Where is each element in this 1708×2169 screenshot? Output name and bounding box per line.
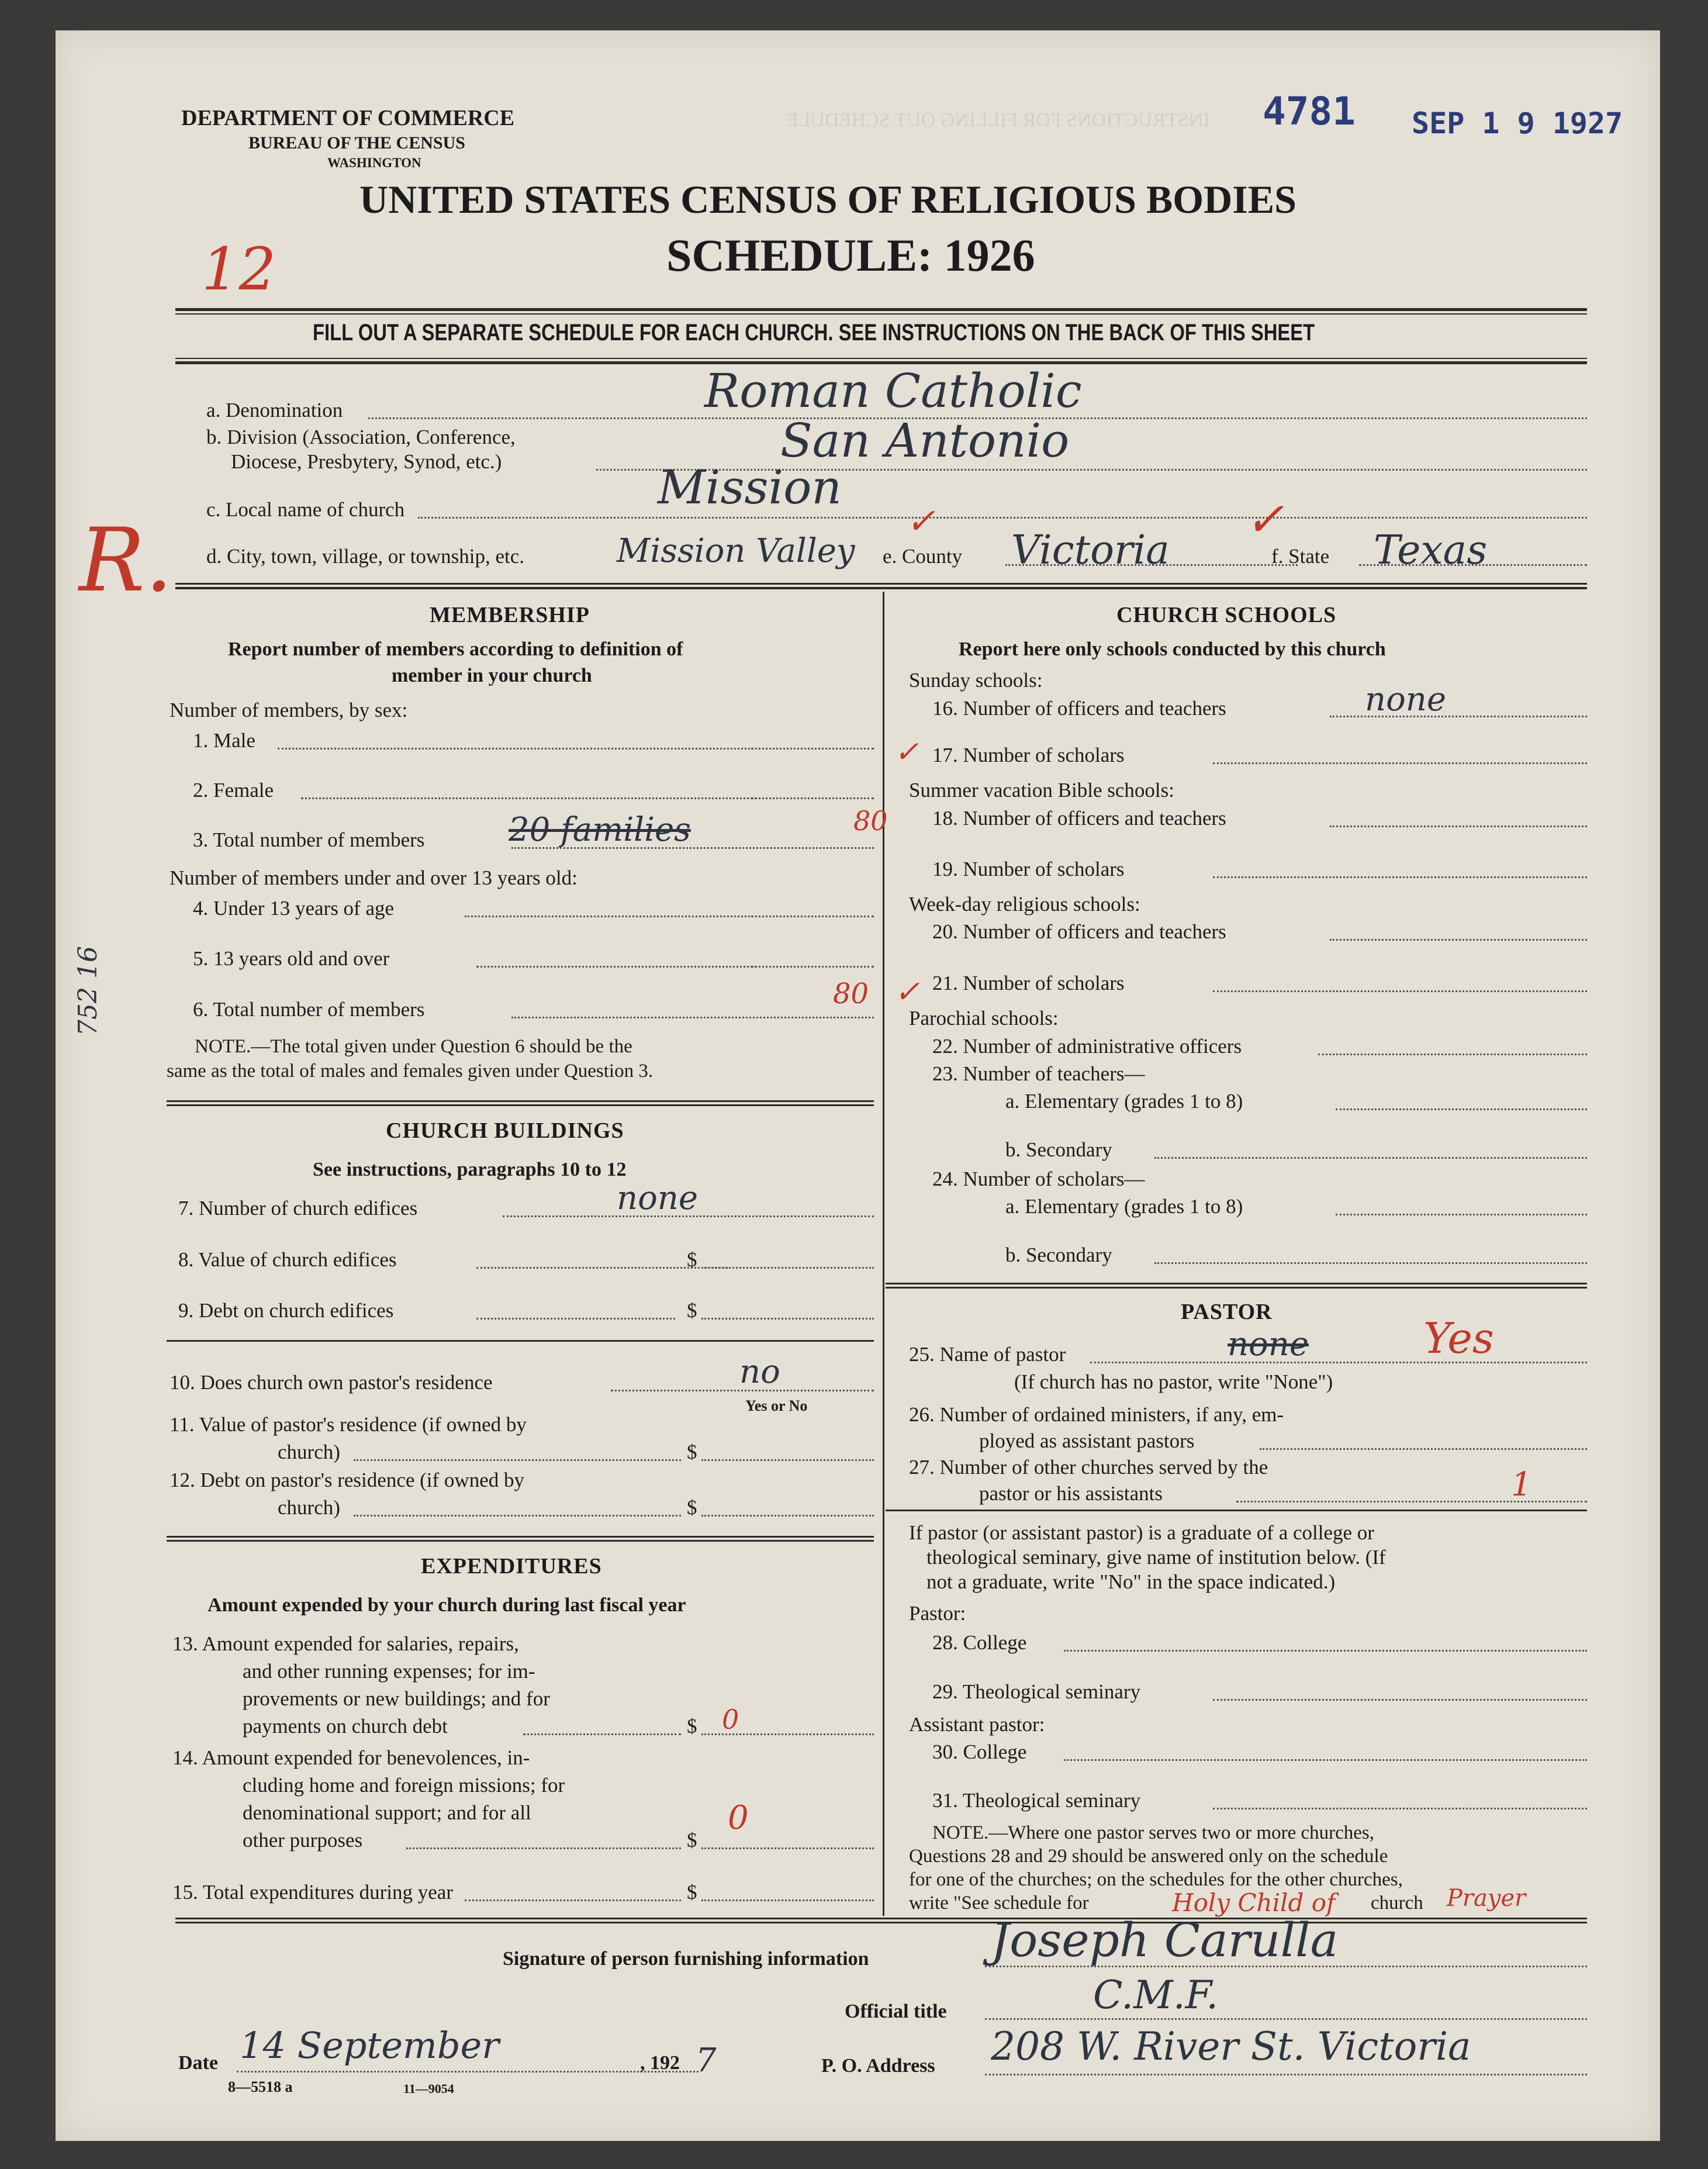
- q12-dollar-sign: $: [687, 1496, 697, 1519]
- official-title-line: [985, 2018, 1587, 2020]
- q3-red-correction: 80: [853, 805, 888, 837]
- official-title-value[interactable]: C.M.F.: [1093, 1973, 1219, 2018]
- q27-label-line1: 27. Number of other churches served by the: [909, 1456, 1268, 1479]
- q18-label: 18. Number of officers and teachers: [932, 807, 1226, 830]
- q23b-label: b. Secondary: [1005, 1138, 1112, 1161]
- q9-dollar-sign: $: [687, 1299, 697, 1322]
- rule: [167, 1100, 874, 1102]
- form-title: UNITED STATES CENSUS OF RELIGIOUS BODIES: [359, 177, 1296, 222]
- q30-label: 30. College: [932, 1740, 1027, 1763]
- po-address-value[interactable]: 208 W. River St. Victoria: [991, 2024, 1471, 2069]
- membership-intro-line2: member in your church: [392, 665, 592, 686]
- red-margin-mark-12: 12: [202, 235, 276, 303]
- q13-label-line2: and other running expenses; for im-: [243, 1660, 535, 1683]
- q26-label-line2: ployed as assistant pastors: [979, 1429, 1195, 1452]
- red-checkmark: ✓: [894, 975, 920, 1010]
- q14-value[interactable]: 0: [728, 1799, 749, 1837]
- q31-label: 31. Theological seminary: [932, 1789, 1141, 1812]
- q25-line: [1090, 1362, 1587, 1363]
- q28-label: 28. College: [932, 1631, 1027, 1654]
- q25-label: 25. Name of pastor: [909, 1343, 1066, 1366]
- q14-label-line1: 14. Amount expended for benevolences, in-: [172, 1746, 530, 1769]
- q8-value-edifices-label: 8. Value of church edifices: [178, 1248, 397, 1271]
- rule: [175, 358, 1587, 359]
- rule: [175, 1922, 1587, 1923]
- q19-line: [1213, 876, 1587, 878]
- rule: [175, 1918, 1587, 1919]
- local-church-name-line: [418, 517, 1587, 519]
- q11-answer-line[interactable]: [701, 1459, 874, 1461]
- county-value[interactable]: Victoria: [1011, 527, 1170, 574]
- county-label: e. County: [883, 545, 963, 568]
- q1-line: [278, 748, 757, 750]
- rule: [167, 1340, 874, 1342]
- q17-line: [1213, 762, 1587, 764]
- rule: [886, 1287, 1587, 1289]
- division-value[interactable]: San Antonio: [780, 413, 1070, 468]
- expenditures-title: EXPENDITURES: [421, 1554, 602, 1579]
- graduate-instruction-line3: not a graduate, write "No" in the space indicated.): [926, 1570, 1336, 1593]
- q4-under-13-label: 4. Under 13 years of age: [193, 897, 395, 920]
- received-date-stamp: SEP 1 9 1927: [1412, 106, 1623, 140]
- q23-label: 23. Number of teachers—: [932, 1062, 1145, 1085]
- date-value[interactable]: 14 September: [240, 2024, 499, 2067]
- official-title-label: Official title: [845, 2001, 947, 2022]
- q16-value[interactable]: none: [1365, 681, 1446, 719]
- schedule-title: SCHEDULE: 1926: [666, 230, 1035, 281]
- membership-intro-line1: Report number of members according to definition of: [228, 638, 683, 660]
- local-church-name-label: c. Local name of church: [206, 498, 405, 521]
- q21-line: [1213, 990, 1587, 992]
- q2-answer-line[interactable]: [751, 797, 874, 799]
- rule: [167, 1540, 874, 1542]
- q15-line: [465, 1899, 681, 1901]
- pastor-note-red-fill: Holy Child of: [1172, 1888, 1336, 1917]
- q18-line: [1330, 826, 1587, 827]
- q5-line: [476, 966, 757, 968]
- q23b-line: [1154, 1157, 1587, 1159]
- q13-value[interactable]: 0: [722, 1704, 739, 1735]
- q5-answer-line[interactable]: [751, 966, 874, 968]
- q1-male-label: 1. Male: [193, 729, 255, 752]
- assistant-pastor-subheading: Assistant pastor:: [909, 1713, 1045, 1736]
- pastor-note-line2: Questions 28 and 29 should be answered only on the schedule: [909, 1846, 1388, 1867]
- q5-13-and-over-label: 5. 13 years old and over: [193, 947, 390, 970]
- q12-answer-line[interactable]: [701, 1515, 874, 1517]
- state-label: f. State: [1271, 545, 1330, 568]
- q26-label-line1: 26. Number of ordained ministers, if any, em-: [909, 1403, 1284, 1426]
- members-by-sex-label: Number of members, by sex:: [170, 699, 408, 721]
- church-buildings-title: CHURCH BUILDINGS: [386, 1118, 624, 1143]
- rule: [167, 1536, 874, 1538]
- date-year-printed: , 192: [640, 2052, 680, 2074]
- census-form-sheet: [56, 30, 1660, 2141]
- q14-label-line2: cluding home and foreign missions; for: [243, 1774, 565, 1797]
- q26-line: [1260, 1448, 1587, 1450]
- church-schools-title: CHURCH SCHOOLS: [1116, 603, 1337, 627]
- q13-label-line4: payments on church debt: [243, 1715, 448, 1738]
- q12-label-line2: church): [278, 1496, 340, 1519]
- rule: [175, 583, 1587, 585]
- bureau-name: BUREAU OF THE CENSUS: [248, 133, 465, 153]
- q7-edifices-label: 7. Number of church edifices: [178, 1197, 418, 1220]
- q8-answer-line[interactable]: [701, 1267, 874, 1269]
- q29-label: 29. Theological seminary: [932, 1680, 1141, 1703]
- graduate-instruction-line1: If pastor (or assistant pastor) is a graduate of a college or: [909, 1521, 1374, 1544]
- q21-label: 21. Number of scholars: [932, 972, 1125, 994]
- red-checkmark: ✓: [1245, 492, 1285, 547]
- q3-value[interactable]: 20 families: [509, 811, 691, 849]
- q6-line: [511, 1017, 874, 1018]
- q22-label: 22. Number of administrative officers: [932, 1035, 1242, 1058]
- q6-value[interactable]: 80: [833, 978, 869, 1010]
- rule: [175, 313, 1587, 315]
- date-line: [237, 2071, 699, 2073]
- po-address-line: [985, 2074, 1587, 2075]
- q14-answer-line[interactable]: [701, 1847, 874, 1849]
- q13-label-line1: 13. Amount expended for salaries, repairs,: [172, 1632, 519, 1655]
- q13-line: [523, 1733, 681, 1735]
- q10-hint: Yes or No: [745, 1397, 808, 1414]
- q2-line: [301, 797, 757, 799]
- pastor-subheading: Pastor:: [909, 1602, 966, 1625]
- q10-owns-residence-label: 10. Does church own pastor's residence: [170, 1371, 493, 1394]
- q13-dollar-sign: $: [687, 1715, 697, 1738]
- denomination-value[interactable]: Roman Catholic: [704, 364, 1082, 418]
- date-label: Date: [178, 2052, 218, 2074]
- q25-hint: (If church has no pastor, write "None"): [1014, 1370, 1333, 1393]
- q13-label-line3: provements or new buildings; and for: [243, 1687, 550, 1710]
- rule: [886, 1510, 1587, 1511]
- red-checkmark: ✓: [894, 735, 919, 769]
- q4-answer-line[interactable]: [751, 916, 874, 917]
- rule: [175, 587, 1587, 589]
- q12-line: [354, 1515, 681, 1517]
- q11-label-line1: 11. Value of pastor's residence (if owned by: [170, 1413, 527, 1436]
- membership-note-line1: NOTE.—The total given under Question 6 should be the: [195, 1036, 632, 1057]
- q9-debt-edifices-label: 9. Debt on church edifices: [178, 1299, 394, 1322]
- q24a-line: [1336, 1214, 1587, 1215]
- q12-label-line1: 12. Debt on pastor's residence (if owned by: [170, 1469, 524, 1491]
- q14-label-line4: other purposes: [243, 1829, 363, 1852]
- members-by-age-label: Number of members under and over 13 years old:: [170, 866, 578, 889]
- q27-label-line2: pastor or his assistants: [979, 1482, 1163, 1505]
- q24b-line: [1154, 1262, 1587, 1264]
- membership-note-line2: same as the total of males and females given under Question 3.: [167, 1061, 654, 1082]
- red-margin-mark-r: R.: [79, 510, 173, 612]
- q24b-label: b. Secondary: [1005, 1244, 1112, 1266]
- q14-dollar-sign: $: [687, 1829, 697, 1852]
- q31-line[interactable]: [1213, 1808, 1587, 1809]
- rule: [175, 308, 1587, 311]
- church-buildings-subtitle: See instructions, paragraphs 10 to 12: [313, 1159, 627, 1180]
- q9-answer-line[interactable]: [701, 1318, 874, 1320]
- q25-value[interactable]: none: [1228, 1325, 1309, 1363]
- church-schools-subtitle: Report here only schools conducted by this church: [959, 638, 1386, 660]
- separate-schedule-instruction: FILL OUT A SEPARATE SCHEDULE FOR EACH CHURCH. SEE INSTRUCTIONS ON THE BACK OF THIS SHEET: [313, 320, 1315, 346]
- rule: [886, 1283, 1587, 1284]
- rule: [167, 1104, 874, 1106]
- q6-total-members-label: 6. Total number of members: [193, 998, 425, 1021]
- division-label-line2: Diocese, Presbytery, Synod, etc.): [231, 450, 502, 473]
- bleed-through-text: INSTRUCTIONS FOR FILLING OUT SCHEDULE: [786, 109, 1210, 131]
- q27-value[interactable]: 1: [1511, 1466, 1532, 1504]
- division-label-line1: b. Division (Association, Conference,: [206, 426, 516, 448]
- signature-label: Signature of person furnishing information: [503, 1948, 869, 1970]
- q10-value[interactable]: no: [739, 1353, 780, 1391]
- q14-label-line3: denominational support; and for all: [243, 1801, 531, 1824]
- date-year-handwritten[interactable]: 7: [696, 2042, 717, 2080]
- city-value[interactable]: Mission Valley: [617, 532, 855, 570]
- q15-dollar-sign: $: [687, 1881, 697, 1904]
- q15-total-expenditures-label: 15. Total expenditures during year: [172, 1881, 453, 1904]
- q17-label: 17. Number of scholars: [932, 744, 1125, 766]
- signature-value[interactable]: Joseph Carulla: [991, 1913, 1339, 1967]
- state-value[interactable]: Texas: [1374, 527, 1488, 574]
- q4-line: [465, 916, 757, 917]
- summer-schools-label: Summer vacation Bible schools:: [909, 779, 1174, 802]
- red-checkmark: ✓: [906, 501, 936, 542]
- membership-title: MEMBERSHIP: [430, 603, 590, 627]
- q24-label: 24. Number of scholars—: [932, 1168, 1145, 1190]
- sunday-schools-label: Sunday schools:: [909, 669, 1043, 692]
- q9-line: [476, 1318, 675, 1320]
- q3-total-members-label: 3. Total number of members: [193, 828, 425, 851]
- q20-line: [1330, 939, 1587, 941]
- q19-label: 19. Number of scholars: [932, 858, 1125, 880]
- q22-line: [1318, 1054, 1587, 1055]
- side-margin-note: 752 16: [73, 946, 103, 1036]
- local-church-name-value[interactable]: Mission: [658, 460, 842, 514]
- q11-dollar-sign: $: [687, 1441, 697, 1463]
- expenditures-subtitle: Amount expended by your church during last fiscal year: [208, 1594, 686, 1616]
- q8-dollar-sign: $: [687, 1248, 697, 1271]
- q2-female-label: 2. Female: [193, 779, 274, 802]
- parochial-schools-label: Parochial schools:: [909, 1007, 1059, 1030]
- form-number: 8—5518 a: [228, 2078, 293, 2095]
- schedule-number-stamp: 4781: [1263, 89, 1356, 134]
- pastor-note-line1: NOTE.—Where one pastor serves two or more churches,: [932, 1822, 1374, 1843]
- denomination-label: a. Denomination: [206, 399, 343, 422]
- pastor-note-line3: for one of the churches; on the schedules for the other churches,: [909, 1869, 1403, 1890]
- q25-red-annotation: Yes: [1423, 1314, 1494, 1363]
- po-address-label: P. O. Address: [821, 2055, 935, 2077]
- q28-line[interactable]: [1064, 1650, 1587, 1652]
- column-divider: [883, 592, 884, 1916]
- q29-line[interactable]: [1213, 1699, 1587, 1701]
- q7-value[interactable]: none: [617, 1179, 698, 1217]
- pastor-title: PASTOR: [1181, 1300, 1273, 1324]
- q20-label: 20. Number of officers and teachers: [932, 920, 1226, 943]
- pastor-note-red-fill-2: Prayer: [1447, 1885, 1526, 1912]
- q15-answer-line[interactable]: [701, 1899, 874, 1901]
- department-name: DEPARTMENT OF COMMERCE: [181, 106, 515, 130]
- q23a-line: [1336, 1108, 1587, 1110]
- city-label: d. City, town, village, or township, etc.: [206, 545, 525, 568]
- q11-line: [354, 1459, 681, 1461]
- print-number: 11—9054: [403, 2081, 454, 2096]
- q27-line: [1236, 1501, 1587, 1503]
- bureau-city: WASHINGTON: [327, 156, 421, 170]
- graduate-instruction-line2: theological seminary, give name of institution below. (If: [926, 1546, 1386, 1569]
- q1-answer-line[interactable]: [751, 748, 874, 750]
- q30-line[interactable]: [1064, 1759, 1587, 1761]
- weekday-schools-label: Week-day religious schools:: [909, 893, 1140, 916]
- q23a-label: a. Elementary (grades 1 to 8): [1005, 1090, 1243, 1113]
- q16-label: 16. Number of officers and teachers: [932, 697, 1226, 720]
- q11-label-line2: church): [278, 1441, 340, 1463]
- q14-line: [406, 1847, 681, 1849]
- pastor-note-line4-end: church: [1371, 1892, 1423, 1914]
- pastor-note-line4-start: write "See schedule for: [909, 1892, 1089, 1914]
- q24a-label: a. Elementary (grades 1 to 8): [1005, 1195, 1243, 1218]
